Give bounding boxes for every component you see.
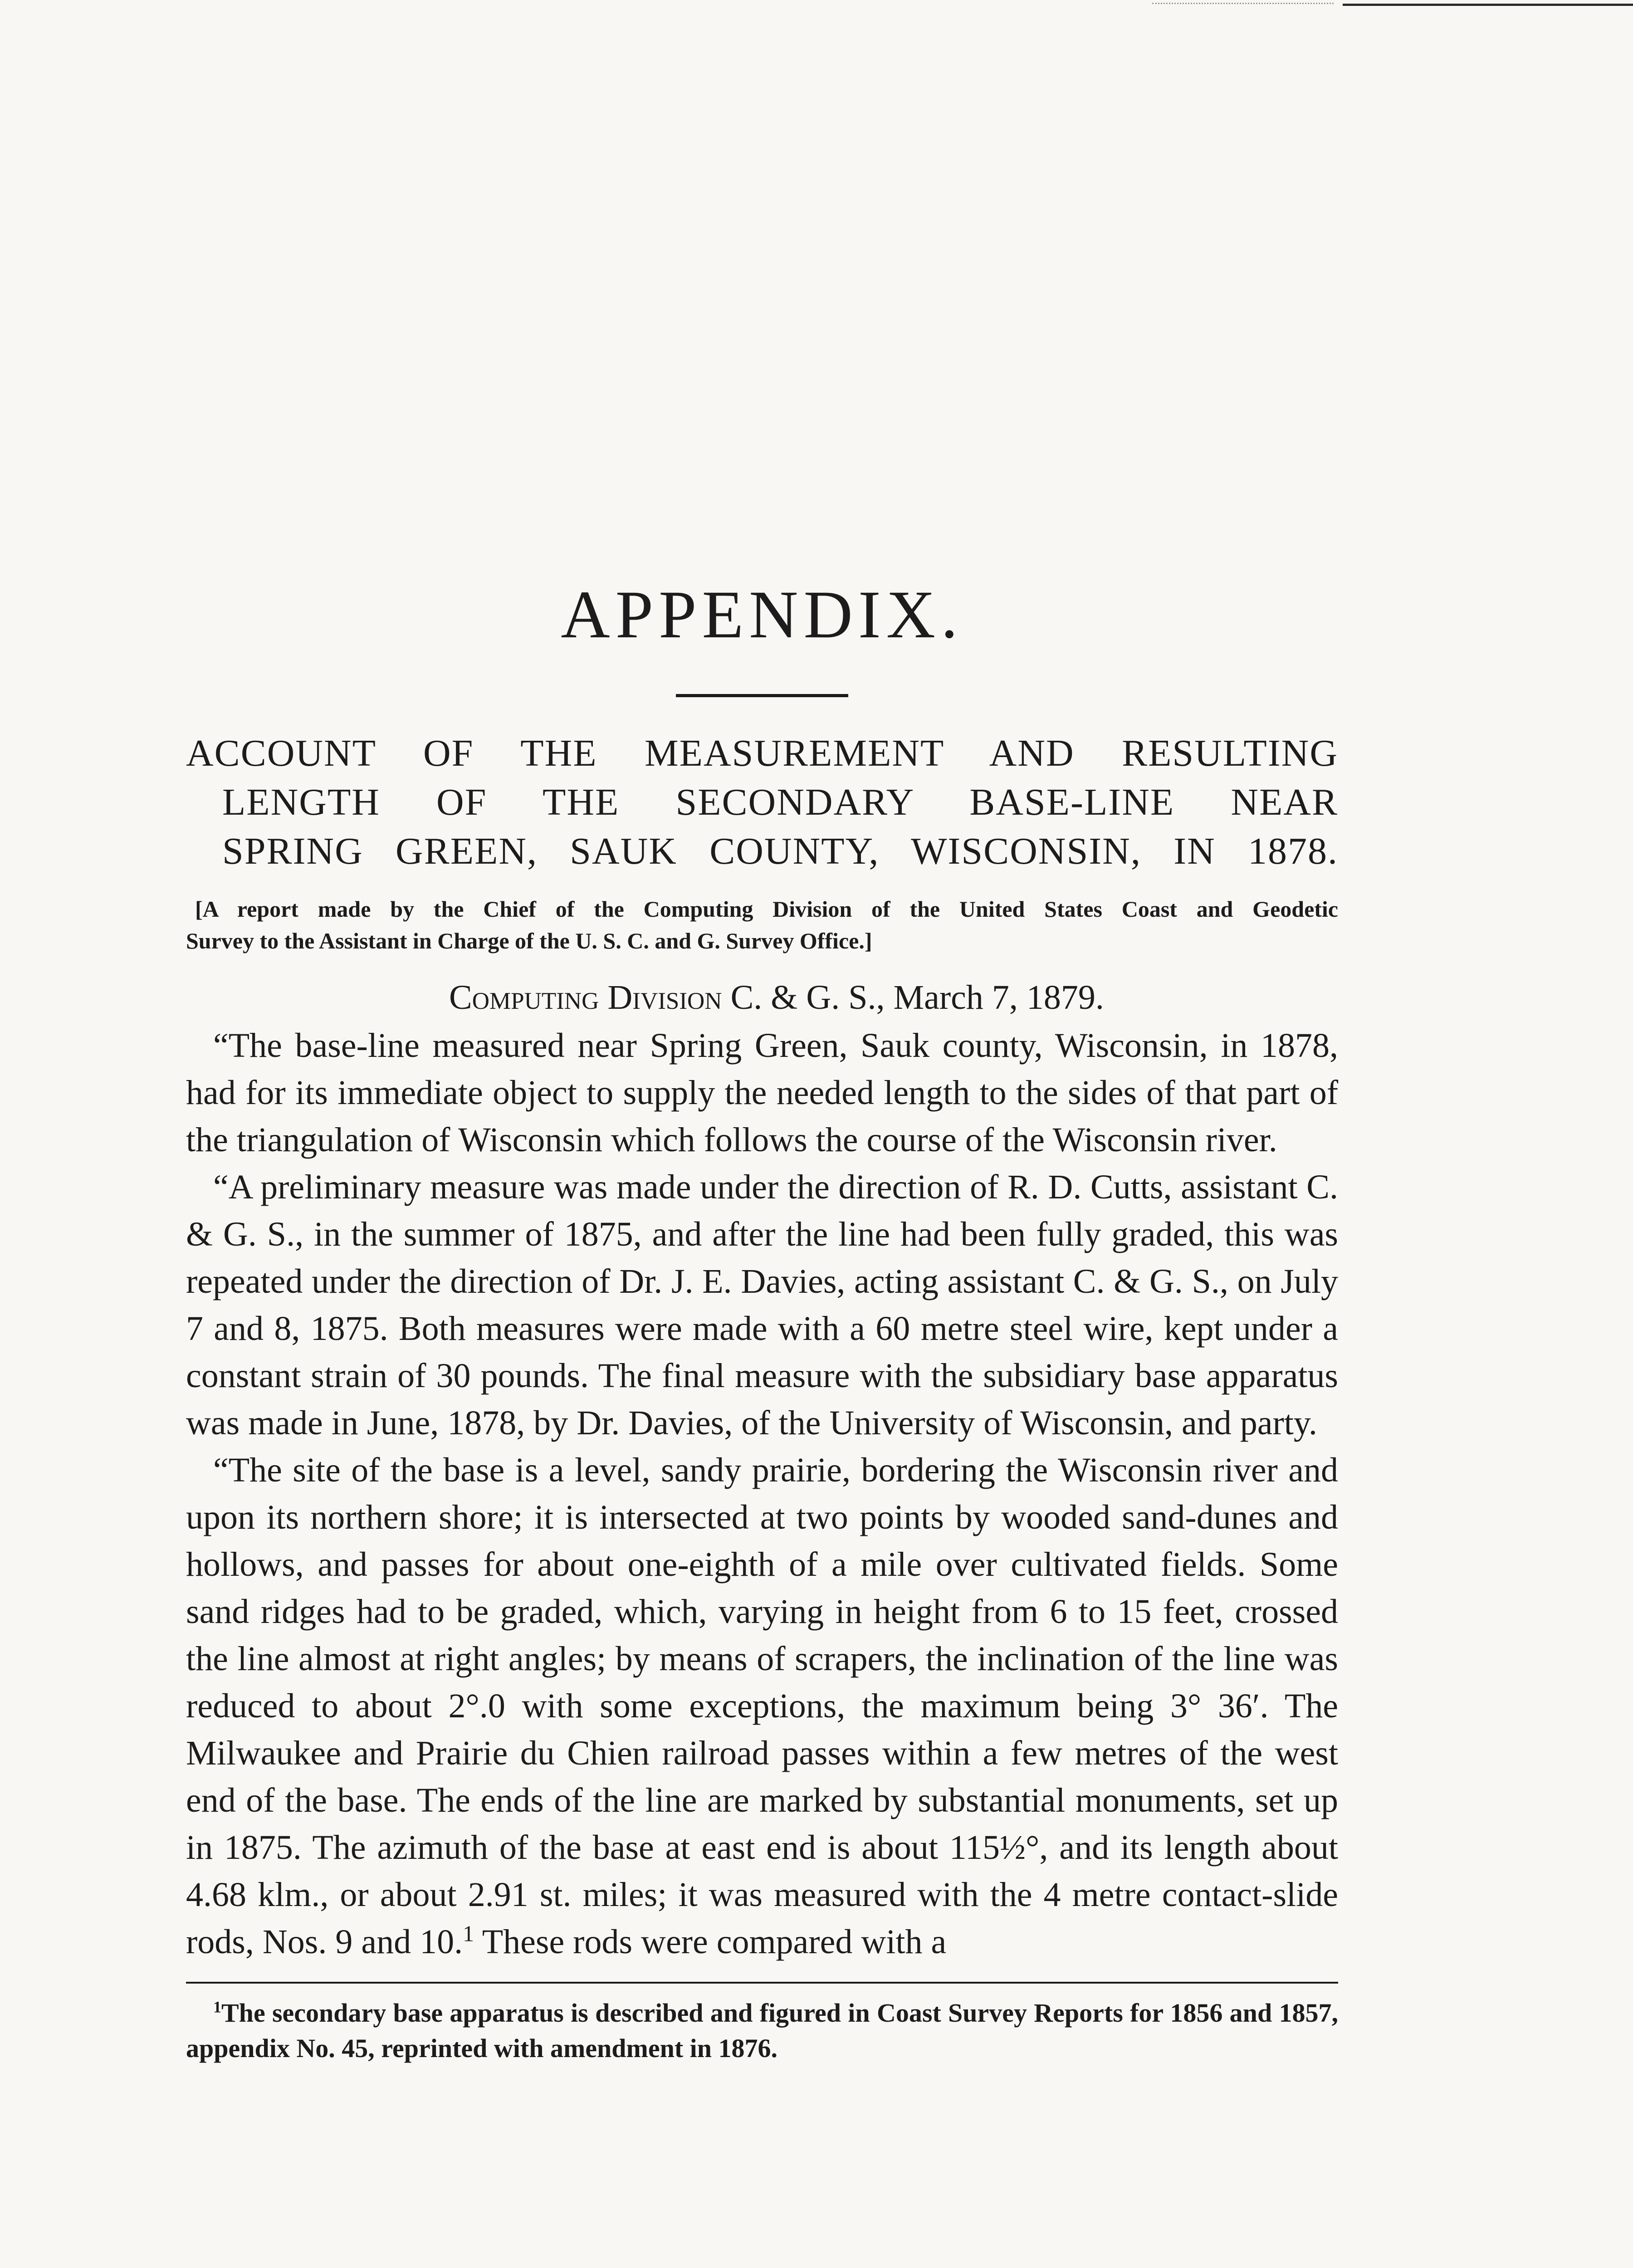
dateline-rest: C. & G. S., March 7, 1879. — [722, 978, 1104, 1017]
scan-edge-dots — [1152, 3, 1334, 5]
editor-note — [186, 893, 1338, 957]
paragraph-2: “A preliminary measure was made under the direction of R. D. Cutts, assistant C. & G. S., in the summer of 1875, and after the line had been fully graded, this was repeated under the direction of Dr. J. E. Davies, acting assistant C. & G. S., on July 7 and 8, 1875. Both measures were made with a 60 metre steel wire, kept under a constant strain of 30 pounds. The final measure with the subsidiary base apparatus was made in June, 1878, by Dr. Davies, of the University of Wisconsin, and party. — [186, 1168, 1338, 1442]
title-rule — [676, 694, 848, 697]
editor-note-line-2: Survey to the Assistant in Charge of the U. S. C. and G. Survey Office.] — [186, 928, 872, 953]
dateline — [186, 975, 1338, 1020]
page-body — [186, 577, 1338, 2066]
dateline-division: Computing Division — [449, 978, 722, 1017]
editor-note-line-1: [A report made by the Chief of the Computing Division of the United States Coast and Geodetic — [195, 896, 1338, 922]
footnote-text: The secondary base apparatus is described and figured in Coast Survey Reports for 1856 and 1857, appendix No. 45, reprinted with amendment in 1876. — [186, 1998, 1338, 2063]
heading-line-2: LENGTH OF THE SECONDARY BASE-LINE NEAR — [222, 781, 1338, 823]
heading-line-3: SPRING GREEN, SAUK COUNTY, WISCONSIN, IN 1878. — [222, 830, 1338, 872]
footnote — [186, 1995, 1338, 2066]
document-heading — [186, 729, 1338, 876]
paragraph-3 — [186, 1447, 1338, 1965]
paragraph-1: “The base-line measured near Spring Green, Sauk county, Wisconsin, in 1878, had for its immediate object to supply the needed length to the sides of that part of the triangulation of Wisconsin which follows the course of the Wisconsin river. — [186, 1026, 1338, 1159]
paragraph-3-tail: These rods were compared with a — [474, 1923, 947, 1961]
paragraph-3-text: “The site of the base is a level, sandy prairie, bordering the Wisconsin river and upon its northern shore; it is intersected at two points by wooded sand-dunes and hollows, and passes for about one-eighth of a mile over cultivated fields. Some sand ridges had to be graded, which, varying in height from 6 to 15 feet, crossed the line almost at right angles; by means of scrapers, the inclination of the line was reduced to about 2°.0 with some exceptions, the maximum being 3° 36′. The Milwaukee and Prairie du Chien railroad passes within a few metres of the west end of the base. The ends of the line are marked by substantial monuments, set up in 1875. The azimuth of the base at east end is about 115½°, and its length about 4.68 klm., or about 2.91 st. miles; it was measured with the 4 metre contact-slide rods, Nos. 9 and 10. — [186, 1451, 1338, 1961]
appendix-title: APPENDIX. — [561, 577, 963, 652]
footnote-marker: 1 — [213, 1998, 221, 2016]
footnote-reference[interactable]: 1 — [463, 1921, 474, 1946]
heading-line-1: ACCOUNT OF THE MEASUREMENT AND RESULTING — [186, 732, 1338, 774]
scan-edge-rule — [1343, 4, 1633, 6]
footnote-rule — [186, 1982, 1338, 1984]
